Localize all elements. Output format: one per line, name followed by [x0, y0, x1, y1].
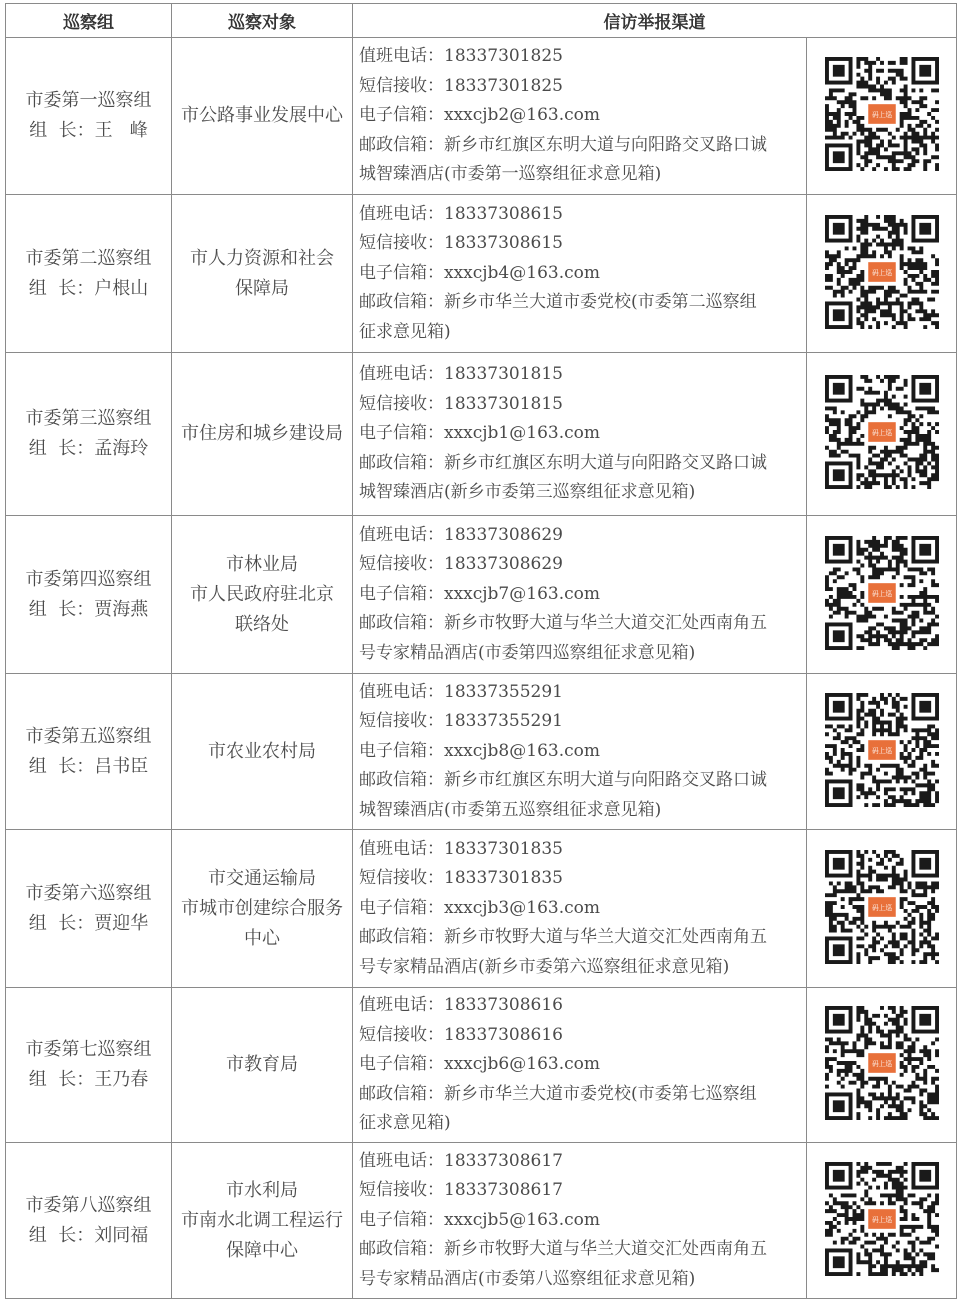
table-row	[6, 516, 957, 674]
table-row	[6, 830, 957, 988]
postal-address-label: 邮政信箱：	[359, 134, 444, 155]
email-address-value: xxxcjb1@163.com	[444, 423, 600, 444]
group-cell	[6, 988, 172, 1143]
duty-phone-value: 18337308615	[444, 203, 563, 224]
target-line: 市水利局	[226, 1179, 298, 1201]
email-address-label: 电子信箱：	[359, 740, 444, 761]
duty-phone-label: 值班电话：	[359, 838, 444, 859]
table-row	[6, 1143, 957, 1299]
target-line: 市交通运输局	[208, 867, 316, 889]
postal-address-label: 邮政信箱：	[359, 613, 444, 634]
target-line: 市人力资源和社会	[190, 247, 334, 269]
qr-code-icon	[825, 57, 939, 171]
qr-cell	[807, 38, 957, 195]
qr-logo-text: 码上巡	[871, 1060, 892, 1069]
sms-number-label: 短信接收：	[359, 1180, 444, 1201]
table-row	[6, 988, 957, 1143]
target-cell	[172, 988, 353, 1143]
postal-address-label: 邮政信箱：	[359, 927, 444, 948]
group-leader: 组 长：吕书臣	[28, 755, 149, 777]
email-address-label: 电子信箱：	[359, 1054, 444, 1075]
postal-address	[359, 923, 800, 953]
target-line: 中心	[244, 927, 280, 949]
sms-number-value: 18337308616	[444, 1024, 563, 1045]
email-address-label: 电子信箱：	[359, 897, 444, 918]
qr-logo-text: 码上巡	[871, 429, 892, 438]
qr-finder-core	[919, 700, 931, 712]
duty-phone	[359, 835, 800, 865]
group-leader: 组 长：王 峰	[29, 120, 148, 141]
postal-address-cont: 城智臻酒店(市委第一巡察组征求意见箱)	[359, 164, 662, 185]
qr-logo-text: 码上巡	[871, 268, 892, 277]
postal-address	[359, 1080, 800, 1110]
sms-number-label: 短信接收：	[359, 233, 444, 254]
qr-cell	[807, 516, 957, 674]
email-address	[359, 101, 800, 131]
table-body	[6, 38, 957, 1299]
qr-finder-core	[832, 630, 844, 642]
postal-address	[359, 131, 800, 161]
group-name: 市委第三巡察组	[25, 408, 152, 429]
postal-address-label: 邮政信箱：	[359, 770, 444, 791]
sms-number	[359, 864, 800, 894]
email-address	[359, 259, 800, 289]
group-name: 市委第二巡察组	[25, 247, 152, 269]
channel-cell	[353, 38, 807, 195]
table-row	[6, 38, 957, 195]
header-target: 巡察对象	[172, 4, 353, 38]
sms-number-value: 18337308617	[444, 1180, 563, 1201]
sms-number	[359, 1176, 800, 1206]
target-line: 市城市创建综合服务	[181, 897, 343, 919]
postal-address-cont: 号专家精品酒店(市委第四巡察组征求意见箱)	[359, 642, 696, 663]
qr-finder-core	[832, 1014, 844, 1026]
group-cell	[6, 516, 172, 674]
qr-code-icon	[825, 693, 939, 807]
group-cell	[6, 1143, 172, 1299]
sms-number-value: 18337301835	[444, 868, 563, 889]
postal-address-value: 新乡市华兰大道市委党校(市委第七巡察组	[444, 1083, 757, 1104]
duty-phone	[359, 1147, 800, 1177]
group-name: 市委第八巡察组	[25, 1194, 152, 1216]
sms-number-value: 18337308629	[444, 554, 563, 575]
email-address-value: xxxcjb8@163.com	[444, 740, 600, 761]
email-address	[359, 580, 800, 610]
group-leader: 组 长：贾迎华	[28, 912, 149, 934]
email-address-value: xxxcjb2@163.com	[444, 105, 600, 126]
channel-cell	[353, 195, 807, 353]
qr-finder-core	[832, 787, 844, 799]
table-row	[6, 674, 957, 830]
qr-finder-core	[919, 1014, 931, 1026]
sms-number-label: 短信接收：	[359, 868, 444, 889]
qr-logo-text: 码上巡	[871, 111, 892, 120]
qr-finder-core	[919, 383, 931, 395]
qr-cell	[807, 195, 957, 353]
duty-phone	[359, 200, 800, 230]
qr-finder-core	[919, 543, 931, 555]
qr-finder-core	[919, 222, 931, 234]
sms-number-label: 短信接收：	[359, 711, 444, 732]
postal-address-cont: 城智臻酒店(新乡市委第三巡察组征求意见箱)	[359, 482, 696, 503]
group-leader: 组 长：孟海玲	[28, 438, 149, 459]
duty-phone-label: 值班电话：	[359, 681, 444, 702]
group-leader: 组 长：户根山	[28, 277, 149, 299]
table-row	[6, 195, 957, 353]
postal-address-label: 邮政信箱：	[359, 292, 444, 313]
sms-number	[359, 707, 800, 737]
email-address-value: xxxcjb7@163.com	[444, 583, 600, 604]
qr-finder-core	[832, 1100, 844, 1112]
qr-cell	[807, 353, 957, 516]
duty-phone-value: 18337308617	[444, 1150, 563, 1171]
email-address	[359, 1206, 800, 1236]
target-line: 市林业局	[226, 553, 298, 575]
sms-number-value: 18337308615	[444, 233, 563, 254]
qr-finder-core	[832, 944, 844, 956]
group-name: 市委第六巡察组	[25, 882, 152, 904]
table-row	[6, 353, 957, 516]
header-group: 巡察组	[6, 4, 172, 38]
qr-code-icon	[825, 536, 939, 650]
sms-number	[359, 229, 800, 259]
qr-finder-core	[919, 1169, 931, 1181]
duty-phone-label: 值班电话：	[359, 364, 444, 385]
qr-logo-text: 码上巡	[871, 903, 892, 912]
sms-number-label: 短信接收：	[359, 554, 444, 575]
group-name: 市委第一巡察组	[25, 90, 152, 111]
group-cell	[6, 830, 172, 988]
email-address-value: xxxcjb3@163.com	[444, 897, 600, 918]
email-address-label: 电子信箱：	[359, 583, 444, 604]
qr-finder-core	[832, 1256, 844, 1268]
duty-phone	[359, 678, 800, 708]
duty-phone	[359, 521, 800, 551]
postal-address-value: 新乡市牧野大道与华兰大道交汇处西南角五	[444, 927, 767, 948]
postal-address	[359, 288, 800, 318]
postal-address	[359, 449, 800, 479]
group-name: 市委第五巡察组	[25, 725, 152, 747]
target-cell	[172, 195, 353, 353]
target-line: 保障中心	[226, 1239, 298, 1261]
duty-phone-value: 18337301835	[444, 838, 563, 859]
duty-phone-value: 18337308616	[444, 995, 563, 1016]
qr-cell	[807, 674, 957, 830]
duty-phone	[359, 360, 800, 390]
sms-number	[359, 72, 800, 102]
duty-phone	[359, 42, 800, 72]
channel-cell	[353, 353, 807, 516]
postal-address	[359, 1235, 800, 1265]
duty-phone-value: 18337301825	[444, 46, 563, 67]
channel-cell	[353, 674, 807, 830]
sms-number	[359, 550, 800, 580]
sms-number-label: 短信接收：	[359, 75, 444, 96]
group-leader: 组 长：贾海燕	[28, 598, 149, 620]
email-address-label: 电子信箱：	[359, 423, 444, 444]
target-line: 市人民政府驻北京	[190, 583, 334, 605]
qr-finder-core	[832, 222, 844, 234]
header-row	[6, 4, 957, 38]
duty-phone-value: 18337355291	[444, 681, 563, 702]
email-address-label: 电子信箱：	[359, 1209, 444, 1230]
group-cell	[6, 353, 172, 516]
qr-logo-text: 码上巡	[871, 746, 892, 755]
duty-phone-label: 值班电话：	[359, 203, 444, 224]
email-address-value: xxxcjb6@163.com	[444, 1054, 600, 1075]
email-address-label: 电子信箱：	[359, 105, 444, 126]
postal-address-value: 新乡市牧野大道与华兰大道交汇处西南角五	[444, 1239, 767, 1260]
target-line: 市农业农村局	[208, 740, 316, 762]
group-leader: 组 长：王乃春	[28, 1069, 149, 1090]
postal-address-cont: 号专家精品酒店(新乡市委第六巡察组征求意见箱)	[359, 956, 730, 977]
group-cell	[6, 38, 172, 195]
email-address	[359, 419, 800, 449]
target-cell	[172, 1143, 353, 1299]
email-address-label: 电子信箱：	[359, 262, 444, 283]
postal-address-value: 新乡市牧野大道与华兰大道交汇处西南角五	[444, 613, 767, 634]
postal-address	[359, 609, 800, 639]
duty-phone-label: 值班电话：	[359, 995, 444, 1016]
email-address	[359, 737, 800, 767]
channel-cell	[353, 1143, 807, 1299]
sms-number-value: 18337301825	[444, 75, 563, 96]
qr-finder-core	[832, 543, 844, 555]
qr-finder-core	[832, 151, 844, 163]
target-line: 联络处	[235, 613, 289, 635]
postal-address-value: 新乡市红旗区东明大道与向阳路交叉路口诚	[444, 134, 767, 155]
postal-address-value: 新乡市红旗区东明大道与向阳路交叉路口诚	[444, 452, 767, 473]
group-leader: 组 长：刘同福	[28, 1224, 149, 1246]
postal-address-label: 邮政信箱：	[359, 1239, 444, 1260]
qr-finder-core	[919, 857, 931, 869]
channel-cell	[353, 988, 807, 1143]
duty-phone-label: 值班电话：	[359, 524, 444, 545]
qr-code-icon	[825, 1006, 939, 1120]
sms-number-label: 短信接收：	[359, 1024, 444, 1045]
channel-cell	[353, 516, 807, 674]
qr-finder-core	[832, 65, 844, 77]
header-channel: 信访举报渠道	[353, 4, 957, 38]
qr-code-icon	[825, 375, 939, 489]
group-cell	[6, 195, 172, 353]
sms-number-label: 短信接收：	[359, 393, 444, 414]
duty-phone-value: 18337301815	[444, 364, 563, 385]
postal-address-label: 邮政信箱：	[359, 452, 444, 473]
email-address-value: xxxcjb5@163.com	[444, 1209, 600, 1230]
target-cell	[172, 353, 353, 516]
sms-number	[359, 1021, 800, 1051]
sms-number	[359, 390, 800, 420]
qr-cell	[807, 830, 957, 988]
channel-cell	[353, 830, 807, 988]
qr-code-icon	[825, 1162, 939, 1276]
duty-phone-label: 值班电话：	[359, 1150, 444, 1171]
postal-address-value: 新乡市红旗区东明大道与向阳路交叉路口诚	[444, 770, 767, 791]
target-cell	[172, 38, 353, 195]
duty-phone-label: 值班电话：	[359, 46, 444, 67]
target-line: 市教育局	[226, 1054, 298, 1075]
target-line: 市住房和城乡建设局	[181, 423, 343, 444]
postal-address-cont: 征求意见箱)	[359, 1113, 451, 1134]
qr-finder-core	[832, 383, 844, 395]
sms-number-value: 18337355291	[444, 711, 563, 732]
inspection-table	[5, 3, 957, 1299]
qr-code-icon	[825, 215, 939, 329]
qr-code-icon	[825, 850, 939, 964]
duty-phone-value: 18337308629	[444, 524, 563, 545]
qr-finder-core	[919, 65, 931, 77]
sms-number-value: 18337301815	[444, 393, 563, 414]
target-cell	[172, 516, 353, 674]
target-line: 市南水北调工程运行	[181, 1209, 343, 1231]
group-name: 市委第四巡察组	[25, 568, 152, 590]
target-line: 市公路事业发展中心	[181, 105, 343, 126]
qr-finder-core	[832, 857, 844, 869]
qr-logo-text: 码上巡	[871, 589, 892, 598]
duty-phone	[359, 991, 800, 1021]
qr-finder-core	[832, 1169, 844, 1181]
postal-address-label: 邮政信箱：	[359, 1083, 444, 1104]
postal-address	[359, 766, 800, 796]
qr-finder-core	[832, 309, 844, 321]
postal-address-cont: 城智臻酒店(市委第五巡察组征求意见箱)	[359, 799, 662, 820]
target-line: 保障局	[235, 277, 289, 299]
qr-logo-text: 码上巡	[871, 1215, 892, 1224]
email-address	[359, 894, 800, 924]
group-cell	[6, 674, 172, 830]
qr-cell	[807, 988, 957, 1143]
email-address	[359, 1050, 800, 1080]
qr-finder-core	[832, 469, 844, 481]
target-cell	[172, 830, 353, 988]
postal-address-value: 新乡市华兰大道市委党校(市委第二巡察组	[444, 292, 757, 313]
email-address-value: xxxcjb4@163.com	[444, 262, 600, 283]
target-cell	[172, 674, 353, 830]
qr-cell	[807, 1143, 957, 1299]
group-name: 市委第七巡察组	[25, 1039, 152, 1060]
postal-address-cont: 征求意见箱)	[359, 321, 451, 342]
postal-address-cont: 号专家精品酒店(市委第八巡察组征求意见箱)	[359, 1268, 696, 1289]
qr-finder-core	[832, 700, 844, 712]
